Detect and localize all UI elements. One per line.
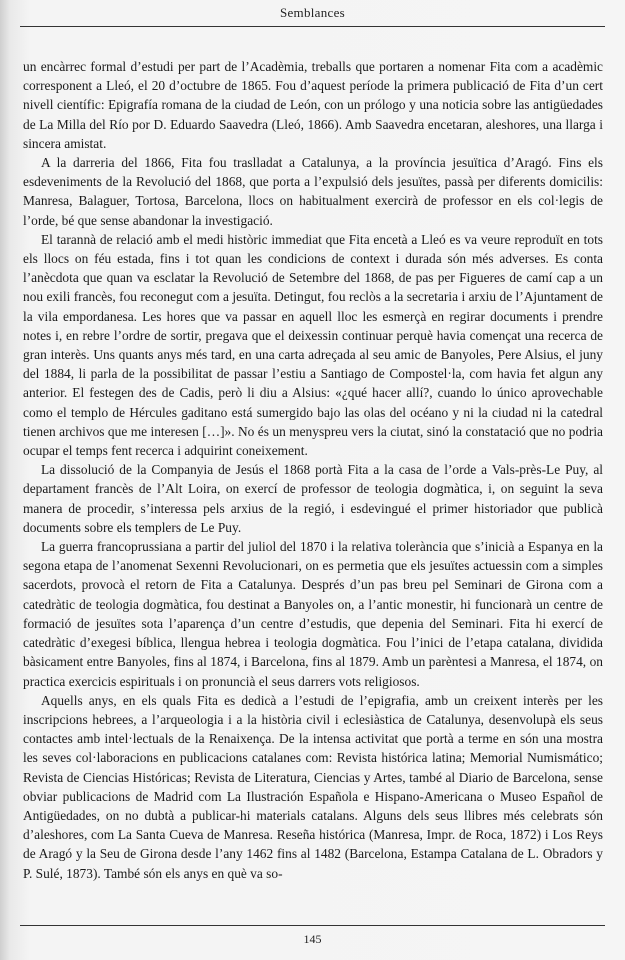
page-number: 145 [303,932,322,946]
paragraph: La dissolució de la Companyia de Jesús el 1868 portà Fita a la casa de l’orde a Vals-près-Le Puy, al departament francès de l’Alt Loira, on exercí de professor de teologia dogmàtica, i, on seguint la seva manera de procedir, s’interessa pels arxius de la regió, i esdevingué el primer historiador que publicà documents sobre els templers de Le Puy. [23,462,603,535]
body-text [23,57,603,883]
paragraph: Aquells anys, en els quals Fita es dedicà a l’estudi de l’epigrafia, amb un creixent interès per les inscripcions hebrees, a l’arqueologia i a la història civil i eclesiàstica de Catalunya, desenvolupà els seus contactes amb intel·lectuals de la Renaixença. De la intensa activitat que portà a terme en són una mostra les seves col·laboracions en publicacions catalanes com: Revista histórica latina; Memorial Numismático; Revista de Ciencias Históricas; Revista de Literatura, Ciencias y Artes, també al Diario de Barcelona, sense obviar publicacions de Madrid com La Ilustración Española e Hispano-Americana o Museo Español de Antigüedades, on no dubtà a publicar-hi materials catalans. Alguns dels seus llibres més celebrats són d’aleshores, com La Santa Cueva de Manresa. Reseña histórica (Manresa, Impr. de Roca, 1872) i Los Reys de Aragó y la Seu de Girona desde l’any 1462 fins al 1482 (Barcelona, Estampa Catalana de L. Obradors y P. Sulé, 1873). També són els anys en què va so- [23,692,603,881]
header-rule [20,26,605,27]
running-header: Semblances [279,5,346,20]
footer-rule [20,925,605,926]
paragraph: El tarannà de relació amb el medi històric immediat que Fita encetà a Lleó es va veure reproduït en tots els llocs on féu estada, fins i tot quan les condicions de context i durada són més adverses. Es conta l’anècdota que quan va esclatar la Revolució de Setembre del 1868, de pas per Figueres de camí cap a un nou exili francès, fou reconegut com a jesuïta. Detingut, fou reclòs a la secretaria i arxiu de l’Ajuntament de la vila empordanesa. Les hores que va passar en aquell lloc les esmerçà en regirar documents i prendre notes i, en rebre l’ordre de sortir, pregava que el deixessin continuar perquè havia començat una recerca de gran interès. Uns quants anys més tard, en una carta adreçada al seu amic de Banyoles, Pere Alsius, el juny del 1884, li parla de la possibilitat de passar l’estiu a Santiago de Compostel·la, com havia fet algun any anterior. El festegen des de Cadis, però li diu a Alsius: «¿qué hacer allí?, cuando lo único aprovechable como el templo de Hércules gaditano está sumergido bajo las olas del océano y ni la ciudad ni la catedral tienen archivos que me interesen […]». No és un menyspreu vers la ciutat, sinó la constatació que no podria ocupar el temps fent recerca i adquirint coneixement. [23,231,603,459]
paragraph: A la darreria del 1866, Fita fou traslladat a Catalunya, a la província jesuïtica d’Aragó. Fins els esdeveniments de la Revolució del 1868, que porta a l’expulsió dels jesuïtes, passà per diferents domicilis: Manresa, Balaguer, Tortosa, Barcelona, llocs on habitualment exercirà de professor en els col·legis de l’orde, bé que sense abandonar la investigació. [23,155,603,228]
paragraph: La guerra francoprussiana a partir del juliol del 1870 i la relativa tolerància que s’inicià a Espanya en la segona etapa de l’anomenat Sexenni Revolucionari, on es permetia que els jesuïtes actuessin com a simples sacerdots, provocà el retorn de Fita a Catalunya. Després d’un pas breu pel Seminari de Girona com a catedràtic de teologia dogmàtica, fou destinat a Banyoles on, a l’antic monestir, hi funcionarà un centre de formació de jesuïtes sota l’aparença d’un centre d’estudis, que depenia del Seminari. Fita hi exercí de catedràtic d’exegesi bíblica, llengua hebrea i teologia dogmàtica. Fou l’inici de l’etapa catalana, dividida bàsicament entre Banyoles, fins al 1874, i Barcelona, fins al 1879. Amb un parèntesi a Manresa, el 1874, on practica exercicis espirituals i on pronuncià el seus darrers vots religiosos. [23,539,603,689]
paragraph: un encàrrec formal d’estudi per part de l’Acadèmia, treballs que portaren a nomenar Fita com a acadèmic corresponent a Lleó, el 20 d’octubre de 1865. Fou d’aquest període la primera publicació de Fita d’un cert nivell científic: Epigrafía romana de la ciudad de León, con un prólogo y una noticia sobre las antigüedades de La Milla del Río por D. Eduardo Saavedra (Lleó, 1866). Amb Saavedra encetaran, aleshores, una llarga i sincera amistat. [23,59,603,151]
